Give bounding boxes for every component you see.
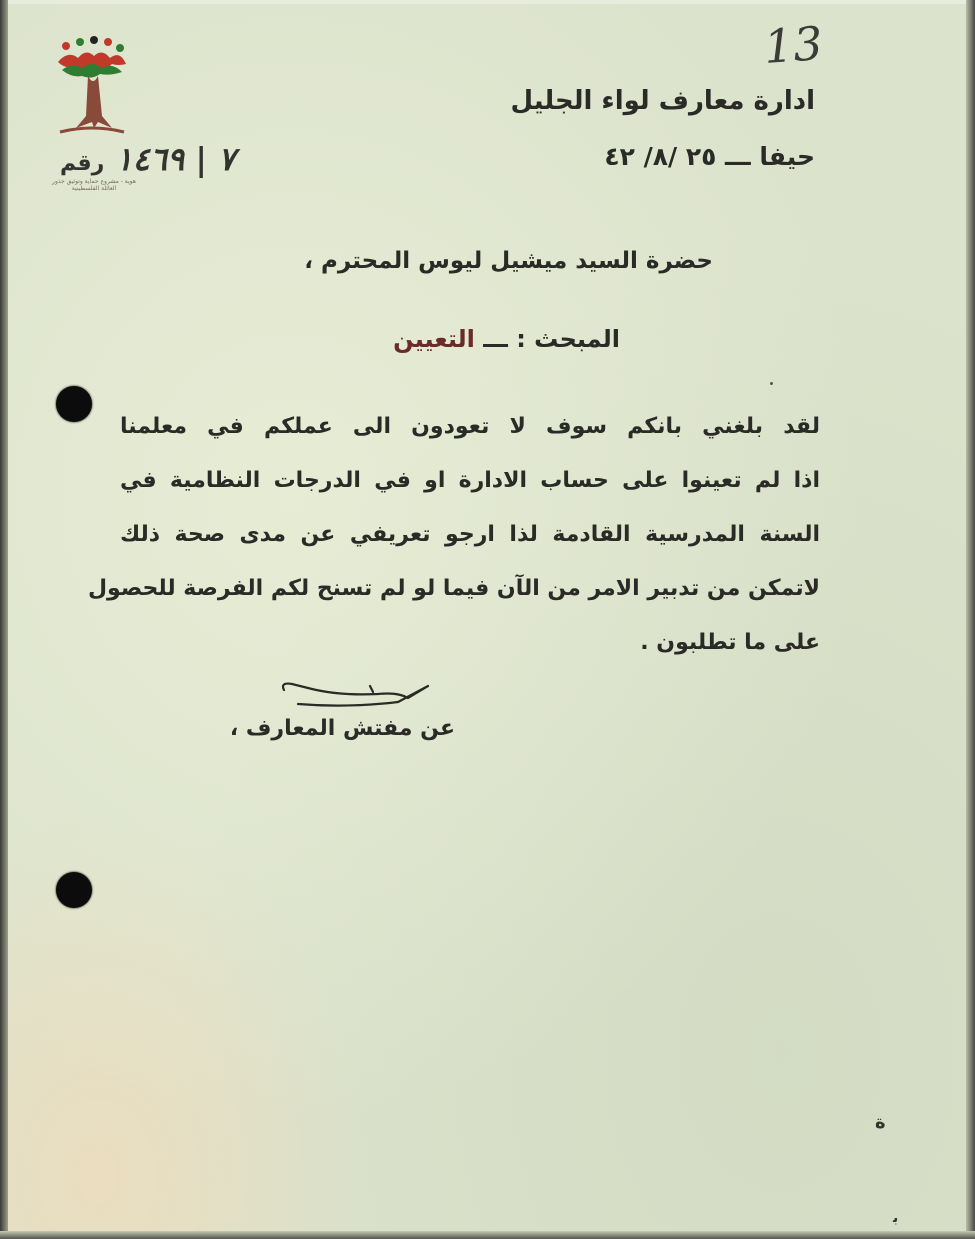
margin-mark: ﺑ <box>893 1210 899 1226</box>
letter-body <box>87 400 820 670</box>
handwritten-signature-icon <box>278 680 438 720</box>
subject-line <box>393 325 620 353</box>
subject-value: التعيين <box>393 325 475 353</box>
department-heading: ادارة معارف لواء الجليل <box>510 86 815 116</box>
place-date: حيفا ـــ ٢٥ /٨/ ٤٢ <box>604 142 815 171</box>
family-tree-logo-icon <box>48 36 134 146</box>
page-number: 13 <box>762 16 825 74</box>
body-line: السنة المدرسية القادمة لذا ارجو تعريفي عن مدى صحة ذلك <box>120 522 820 547</box>
signature-line: عن مفتش المعارف ، <box>229 716 455 741</box>
body-line: اذا لم تعينوا على حساب الادارة او في الدرجات النظامية في <box>120 468 820 493</box>
page-edge-top <box>0 0 975 4</box>
page-edge-left <box>0 0 8 1239</box>
reference-number <box>60 140 235 178</box>
page-edge-bottom <box>0 1231 975 1239</box>
logo-caption: هوية - مشروع حماية وتوثيق جذور العائلة الفلسطينية <box>52 178 136 192</box>
body-line: على ما تطلبون . <box>640 630 820 655</box>
punch-hole-icon <box>56 386 92 422</box>
ink-speck <box>770 382 773 385</box>
body-line: لقد بلغني بانكم سوف لا تعودون الى عملكم في معلمنا <box>120 414 820 439</box>
reference-number-value: ٧ | ١٤٦٩ <box>115 140 236 178</box>
punch-hole-icon <box>56 872 92 908</box>
margin-mark: ة <box>875 1112 886 1133</box>
salutation: حضرة السيد ميشيل ليوس المحترم ، <box>304 248 713 274</box>
subject-label: المبحث : ـــ <box>483 325 620 353</box>
page-edge-right <box>966 0 975 1239</box>
body-line: لاتمكن من تدبير الامر من الآن فيما لو لم تسنح لكم الفرصة للحصول <box>87 576 820 601</box>
reference-label: رقم <box>60 151 105 176</box>
